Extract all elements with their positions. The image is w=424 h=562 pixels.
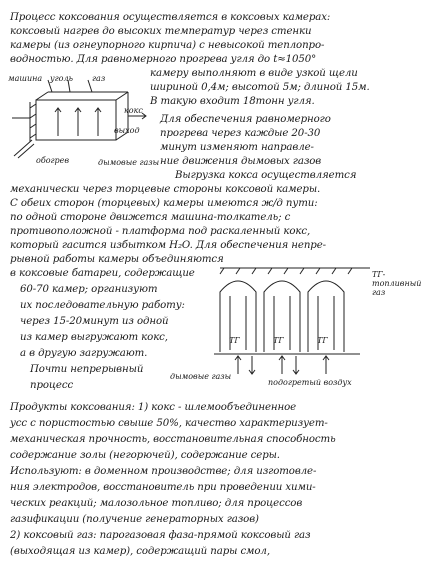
text-line: ческих реакций; малозольное топливо; для процессов [10,498,303,509]
text-line: 2) коксовый газ: парогазовая фаза-прямой коксовый газ [10,530,311,541]
text-line: Продукты коксования: 1) кокс - шлемообъединенное [10,402,297,413]
chamber-box [36,100,116,140]
diagram2-label: ТГ-топливный газ [372,270,422,297]
text-line: ние движения дымовых газов [160,156,322,167]
text-line: С обеих сторон (торцевых) камеры имеются ж/д пути: [10,198,318,209]
oven-chamber-diagram [8,78,148,168]
diagram1-label: дымовые газы [98,158,160,167]
text-line: минут изменяют направле- [160,142,314,153]
diagram2-label: ТГ [273,336,284,345]
coke-battery-diagram [200,262,380,382]
text-line: Почти непрерывный [30,364,144,375]
diagram2-label: дымовые газы [170,372,232,381]
diagram1-label: газ [92,74,106,83]
text-line: 60-70 камер; организуют [20,284,158,295]
text-line: коксовый нагрев до высоких температур через стенки [10,26,312,37]
diagram1-label: машина [8,74,43,83]
text-line: камеры (из огнеупорного кирпича) с невысокой теплопро- [10,40,325,51]
text-line: из камер выгружают кокс, [20,332,168,343]
text-line: В такую входит 18тонн угля. [150,96,315,107]
text-line: через 15-20минут из одной [20,316,169,327]
text-line: который гасится избытком H₂O. Для обеспечения непре- [10,240,327,251]
text-line: газификации (получение генераторных газов) [10,514,259,525]
diagram2-label: ТГ [229,336,240,345]
diagram1-label: обогрев [36,156,70,165]
diagram2-label: подогретый воздух [268,378,352,387]
text-line: а в другую загружают. [20,348,148,359]
diagram1-label: кокс [124,106,143,115]
text-line: механическая прочность, восстановительная способность [10,434,336,445]
text-line: ния электродов, восстановитель при проведении хими- [10,482,316,493]
text-line: Выгрузка кокса осуществляется [175,170,357,181]
text-line: Для обеспечения равномерного [160,114,331,125]
text-line: по одной стороне движется машина-толкатель; с [10,212,291,223]
text-line: камеру выполняют в виде узкой щели [150,68,358,79]
text-line: рывной работы камеры объединяются [10,254,224,265]
text-line: шириной 0,4м; высотой 5м; длиной 15м. [150,82,370,93]
text-line: усс с пористостью свыше 50%, качество характеризует- [10,418,328,429]
text-line: их последовательную работу: [20,300,185,311]
text-line: (выходящая из камер), содержащий пары смол, [10,546,270,557]
diagram1-label: выход [114,126,140,135]
text-line: Используют: в доменном производстве; для изготовле- [10,466,317,477]
text-line: механически через торцевые стороны коксовой камеры. [10,184,321,195]
text-line: противоположной - платформа под раскаленный кокс, [10,226,311,237]
text-line: водностью. Для равномерного прогрева угля до t≈1050° [10,54,317,65]
text-line: прогрева через каждые 20-30 [160,128,321,139]
text-line: содержание золы (негорючей), содержание серы. [10,450,280,461]
text-line: в коксовые батареи, содержащие [10,268,195,279]
diagram1-label: уголь [50,74,73,83]
text-line: процесс [30,380,74,391]
diagram2-label: ТГ [317,336,328,345]
text-line: Процесс коксования осуществляется в коксовых камерах: [10,12,331,23]
